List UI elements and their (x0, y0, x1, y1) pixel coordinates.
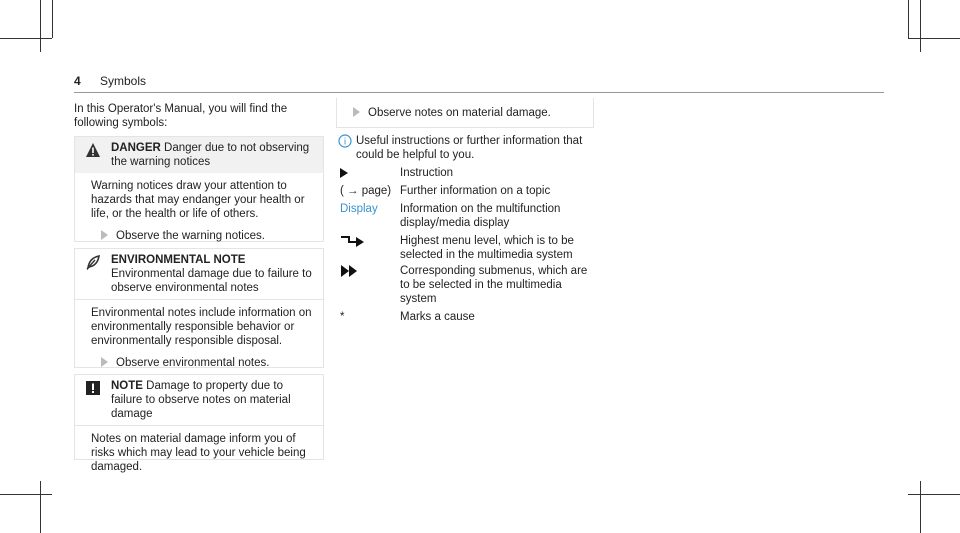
svg-text:i: i (343, 137, 347, 148)
danger-header (75, 137, 323, 173)
crop-mark (40, 481, 41, 533)
note-body (75, 425, 323, 488)
danger-description: Warning notices draw your attention to hazards that may endanger your health or life, or the health or life of others. (91, 180, 305, 220)
arrow-right-icon (353, 107, 360, 117)
crop-mark (920, 0, 921, 52)
crop-mark (908, 38, 960, 39)
environmental-body (75, 299, 323, 384)
crop-mark (908, 0, 909, 38)
symbol-description: Instruction (400, 167, 454, 179)
symbol-cell: Display (340, 203, 378, 215)
environmental-title: Environmental damage due to failure to observe environmental notes (111, 268, 312, 294)
menu-level-icon (340, 234, 366, 248)
symbol-description: Information on the multifunction display/media display (400, 203, 561, 229)
leaf-icon (85, 254, 101, 270)
symbol-description: Useful instructions or further information that could be helpful to you. (356, 135, 583, 161)
note-label: NOTE (111, 380, 143, 392)
symbol-row-menu (340, 234, 600, 264)
page-number: 4 (74, 74, 81, 88)
symbol-cell (340, 264, 400, 282)
note-box (74, 374, 324, 473)
symbol-description: Corresponding submenus, which are to be selected in the multimedia system (400, 265, 588, 305)
environmental-header (75, 249, 323, 299)
exclamation-icon (85, 380, 101, 396)
crop-mark (0, 494, 52, 495)
environmental-action: Observe environmental notes. (91, 356, 315, 370)
symbol-cell: ( → page) (340, 185, 392, 197)
note-action-box (336, 98, 594, 128)
intro-text: In this Operator's Manual, you will find the following symbols: (74, 103, 288, 129)
symbol-cell: * (340, 311, 345, 323)
section-title: Symbols (100, 74, 147, 88)
environmental-label: ENVIRONMENTAL NOTE (111, 254, 246, 266)
crop-mark (920, 481, 921, 533)
warning-triangle-icon (85, 142, 101, 158)
info-icon (338, 134, 352, 148)
page-header (74, 72, 884, 93)
crop-mark (40, 0, 41, 52)
environmental-box (74, 248, 324, 368)
note-action: Observe notes on material damage. (337, 98, 593, 126)
note-header (75, 375, 323, 425)
symbol-row-submenu (340, 264, 600, 308)
symbol-description: Further information on a topic (400, 185, 551, 197)
symbol-row-display (340, 202, 600, 232)
environmental-description: Environmental notes include information on environmentally responsible behavior or environmentally responsible disposal. (91, 307, 312, 347)
arrow-right-icon (101, 357, 108, 367)
symbol-cell (340, 166, 400, 182)
crop-mark (52, 0, 53, 38)
symbol-row-instruction (340, 166, 600, 182)
danger-box (74, 136, 324, 242)
arrow-right-icon (101, 230, 108, 240)
symbol-cell (340, 234, 400, 252)
instruction-arrow-icon (340, 168, 348, 178)
symbol-description: Highest menu level, which is to be selected in the multimedia system (400, 235, 574, 261)
symbol-row-page (340, 184, 600, 200)
danger-action: Observe the warning notices. (91, 229, 315, 243)
danger-label: DANGER (111, 142, 161, 154)
note-title: Damage to property due to failure to observe notes on material damage (111, 380, 291, 420)
note-description: Notes on material damage inform you of risks which may lead to your vehicle being damaged. (91, 433, 306, 473)
crop-mark (908, 494, 960, 495)
crop-mark (0, 38, 52, 39)
symbol-row-info (340, 134, 600, 164)
danger-title: Danger due to not observing the warning notices (111, 142, 310, 168)
symbol-row-cause (340, 310, 600, 326)
submenu-icon (340, 264, 360, 278)
danger-body (75, 173, 323, 257)
symbol-description: Marks a cause (400, 311, 475, 323)
